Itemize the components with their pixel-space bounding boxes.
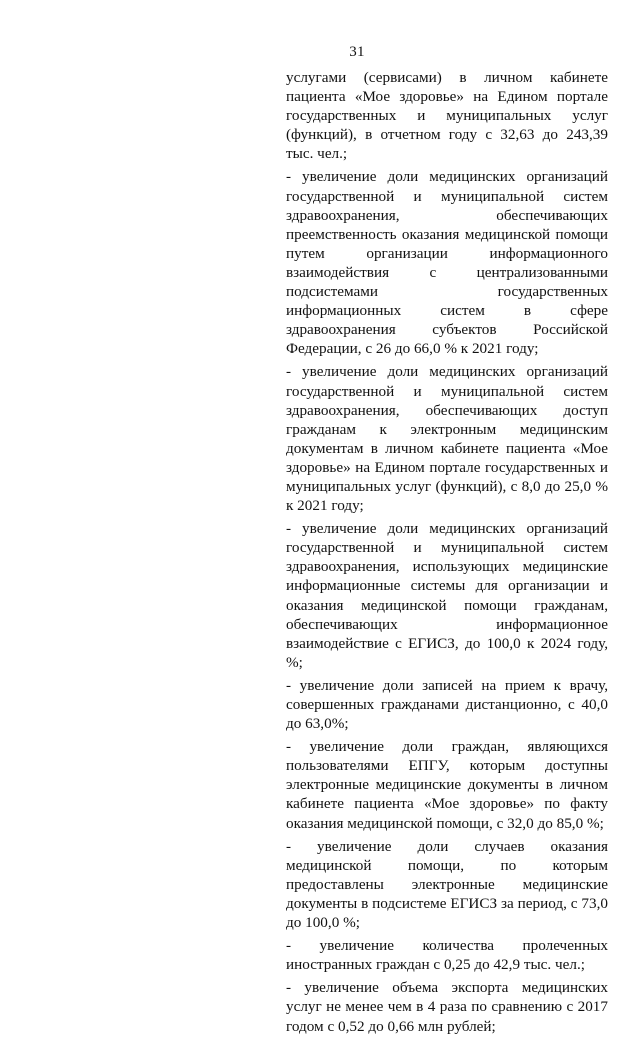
document-body (286, 68, 608, 1040)
list-item: - увеличение доли медицинских организаций государственной и муниципальной систем здравоохранения, обеспечивающих преемственность оказания медицинской помощи путем организации информационного взаимодействия с централизованными подсистемами государственных информационных систем в сфере здравоохранения субъектов Российской Федерации, с 26 до 66,0 % к 2021 году; (286, 168, 608, 358)
list-item: - увеличение доли граждан, являющихся пользователями ЕПГУ, которым доступны электронные медицинские документы в личном кабинете пациента «Мое здоровье» по факту оказания медицинской помощи, с 32,0 до 85,0 %; (286, 738, 608, 832)
list-item: - увеличение доли случаев оказания медицинской помощи, по которым предоставлены электронные медицинские документы в подсистеме ЕГИСЗ за период, с 73,0 до 100,0 %; (286, 837, 608, 932)
list-item: - увеличение доли записей на прием к врачу, совершенных гражданами дистанционно, с 40,0 до 63,0%; (286, 676, 608, 733)
paragraph-continuation: услугами (сервисами) в личном кабинете пациента «Мое здоровье» на Едином портале государственных и муниципальных услуг (функций), в отчетном году с 32,63 до 243,39 тыс. чел.; (286, 69, 608, 163)
page-number: 31 (349, 44, 365, 60)
list-item: - увеличение доли медицинских организаций государственной и муниципальной систем здравоохранения, использующих медицинские информационные системы для организации и оказания медицинской помощи гражданам, обеспечивающих информационное взаимодействие с ЕГИСЗ, до 100,0 к 2024 году, %; (286, 520, 608, 671)
list-item: - увеличение объема экспорта медицинских услуг не менее чем в 4 раза по сравнению с 2017 годом с 0,52 до 0,66 млн рублей; (286, 979, 608, 1035)
list-item: - увеличение количества пролеченных иностранных граждан с 0,25 до 42,9 тыс. чел.; (286, 937, 608, 974)
list-item: - увеличение доли медицинских организаций государственной и муниципальной систем здравоохранения, обеспечивающих доступ гражданам к электронным медицинским документам в личном кабинете пациента «Мое здоровье» на Едином портале государственных и муниципальных услуг (функций), с 8,0 до 25,0 % к 2021 году; (286, 363, 608, 515)
